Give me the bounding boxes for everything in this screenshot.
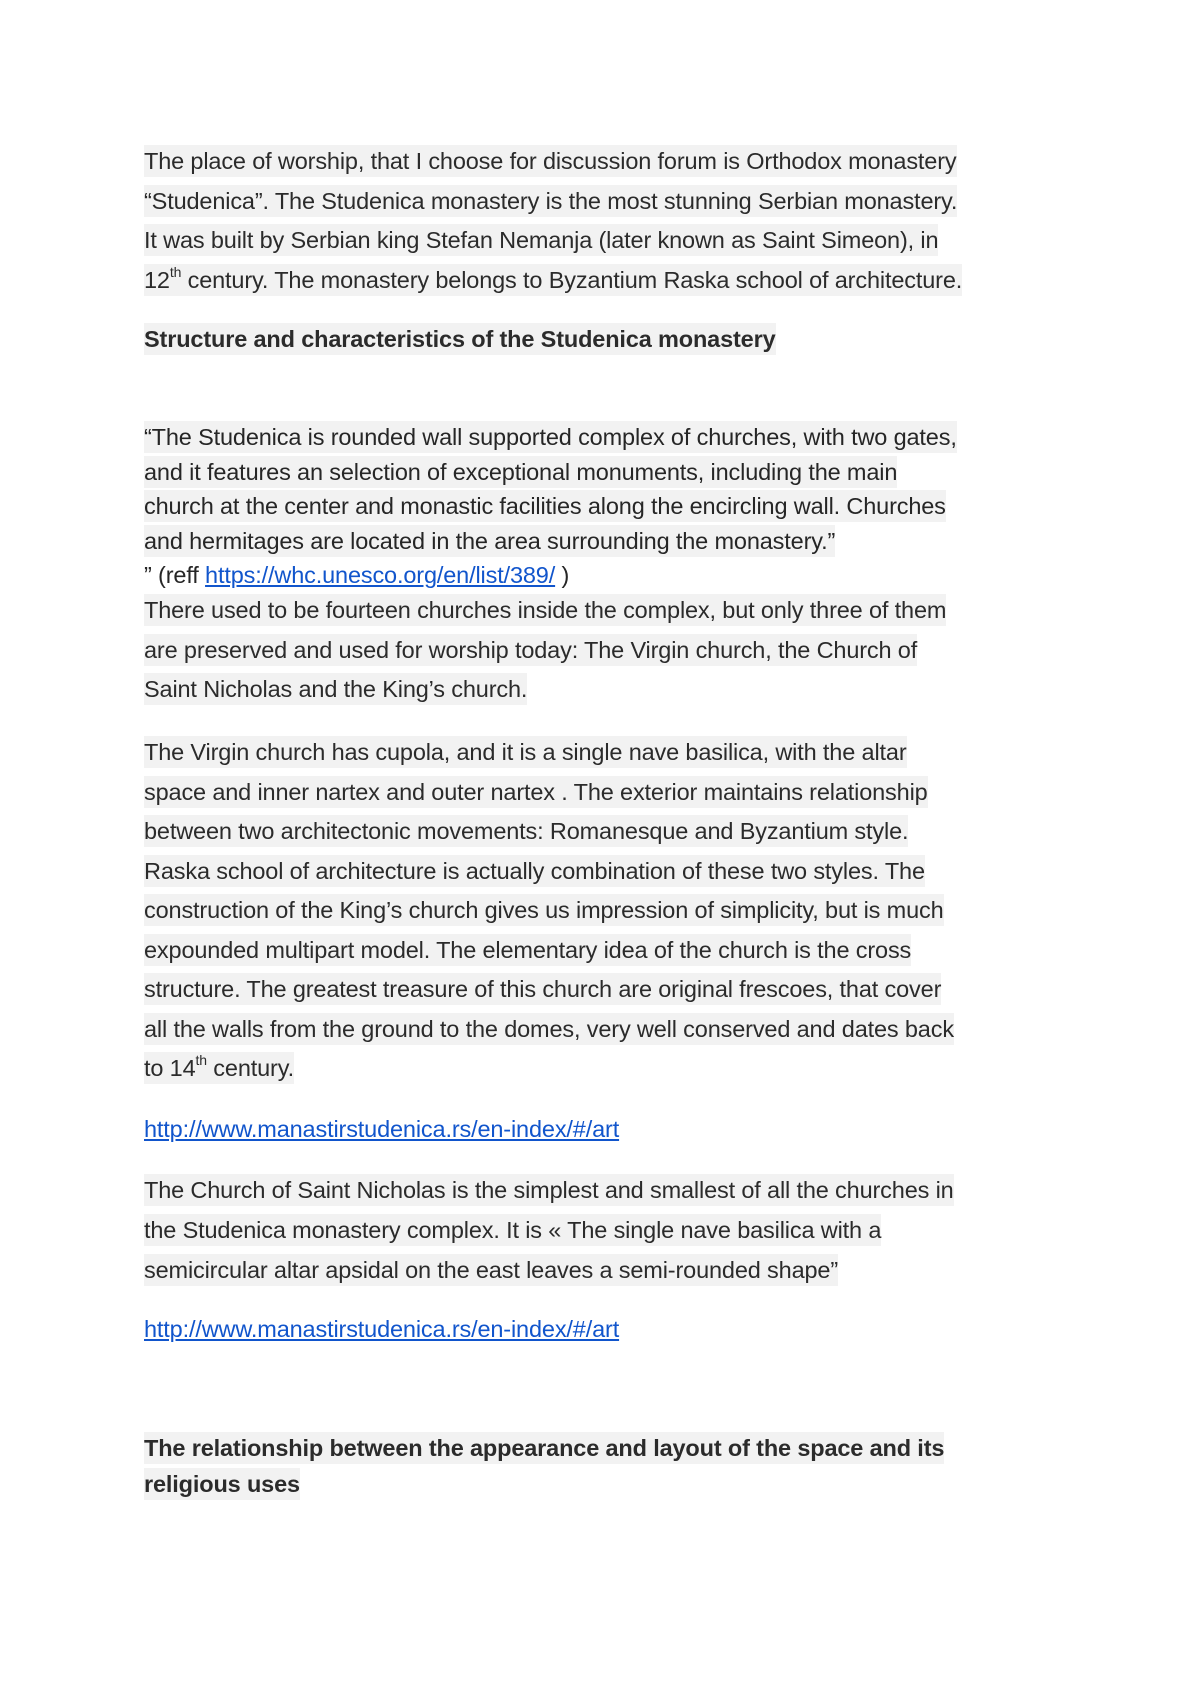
intro-line-2: “Studenica”. The Studenica monastery is the most stunning Serbian monastery.: [144, 185, 957, 217]
unesco-link[interactable]: https://whc.unesco.org/en/list/389/: [205, 562, 556, 588]
heading-structure-text: Structure and characteristics of the Studenica monastery: [144, 323, 776, 355]
section-heading-relationship: [144, 1430, 1074, 1502]
churches-line-1: There used to be fourteen churches inside the complex, but only three of them: [144, 594, 946, 626]
intro-paragraph: [144, 142, 1074, 300]
virgin-line-1: The Virgin church has cupola, and it is a single nave basilica, with the altar: [144, 736, 907, 768]
virgin-church-paragraph: [144, 733, 1074, 1089]
virgin-line-3: between two architectonic movements: Romanesque and Byzantium style.: [144, 815, 908, 847]
intro-line-1: The place of worship, that I choose for discussion forum is Orthodox monastery: [144, 145, 957, 177]
intro-century-suffix: th: [169, 263, 182, 280]
saint-nicholas-paragraph: [144, 1170, 1074, 1290]
virgin-line-4: Raska school of architecture is actually combination of these two styles. The: [144, 855, 925, 887]
virgin-line-9-post: century.: [206, 1055, 294, 1081]
virgin-line-8: all the walls from the ground to the domes, very well conserved and dates back: [144, 1013, 954, 1045]
churches-paragraph: [144, 591, 1074, 710]
manastir-link-2[interactable]: http://www.manastirstudenica.rs/en-index/#/art: [144, 1316, 620, 1342]
manastir-link-1[interactable]: http://www.manastirstudenica.rs/en-index/#/art: [144, 1116, 620, 1142]
virgin-line-9: [144, 1052, 294, 1084]
intro-line-3: It was built by Serbian king Stefan Nemanja (later known as Saint Simeon), in: [144, 224, 938, 256]
heading-relationship-line-2: religious uses: [144, 1468, 300, 1500]
art-link-block-2: [144, 1310, 1074, 1350]
unesco-quote: [144, 420, 1074, 593]
intro-century-number: 12: [144, 266, 170, 293]
quote-reference: [144, 558, 1074, 593]
virgin-line-2: space and inner nartex and outer nartex . The exterior maintains relationship: [144, 776, 928, 808]
virgin-century-suffix: th: [195, 1052, 207, 1069]
intro-line-4: [144, 264, 962, 296]
quote-line-1: “The Studenica is rounded wall supported complex of churches, with two gates,: [144, 421, 957, 453]
art-link-block-1: [144, 1110, 1074, 1150]
nicholas-line-2: the Studenica monastery complex. It is « The single nave basilica with a: [144, 1214, 881, 1246]
quote-line-4: and hermitages are located in the area surrounding the monastery.”: [144, 525, 835, 557]
virgin-line-6: expounded multipart model. The elementary idea of the church is the cross: [144, 934, 911, 966]
quote-line-3: church at the center and monastic facilities along the encircling wall. Churches: [144, 490, 946, 522]
virgin-line-5: construction of the King’s church gives us impression of simplicity, but is much: [144, 894, 944, 926]
nicholas-line-3: semicircular altar apsidal on the east leaves a semi-rounded shape”: [144, 1254, 838, 1286]
churches-line-2: are preserved and used for worship today: The Virgin church, the Church of: [144, 634, 917, 666]
quote-line-2: and it features an selection of exceptional monuments, including the main: [144, 456, 897, 488]
churches-line-3: Saint Nicholas and the King’s church.: [144, 673, 527, 705]
virgin-line-7: structure. The greatest treasure of this church are original frescoes, that cover: [144, 973, 941, 1005]
heading-relationship-line-1: The relationship between the appearance and layout of the space and its: [144, 1432, 944, 1464]
intro-line-4-rest: century. The monastery belongs to Byzantium Raska school of architecture.: [181, 266, 963, 293]
virgin-line-9-pre: to 14: [144, 1055, 196, 1081]
reference-suffix: ): [555, 562, 570, 588]
reference-prefix: ” (reff: [144, 562, 206, 588]
nicholas-line-1: The Church of Saint Nicholas is the simplest and smallest of all the churches in: [144, 1174, 954, 1206]
section-heading-structure: [144, 320, 1074, 360]
